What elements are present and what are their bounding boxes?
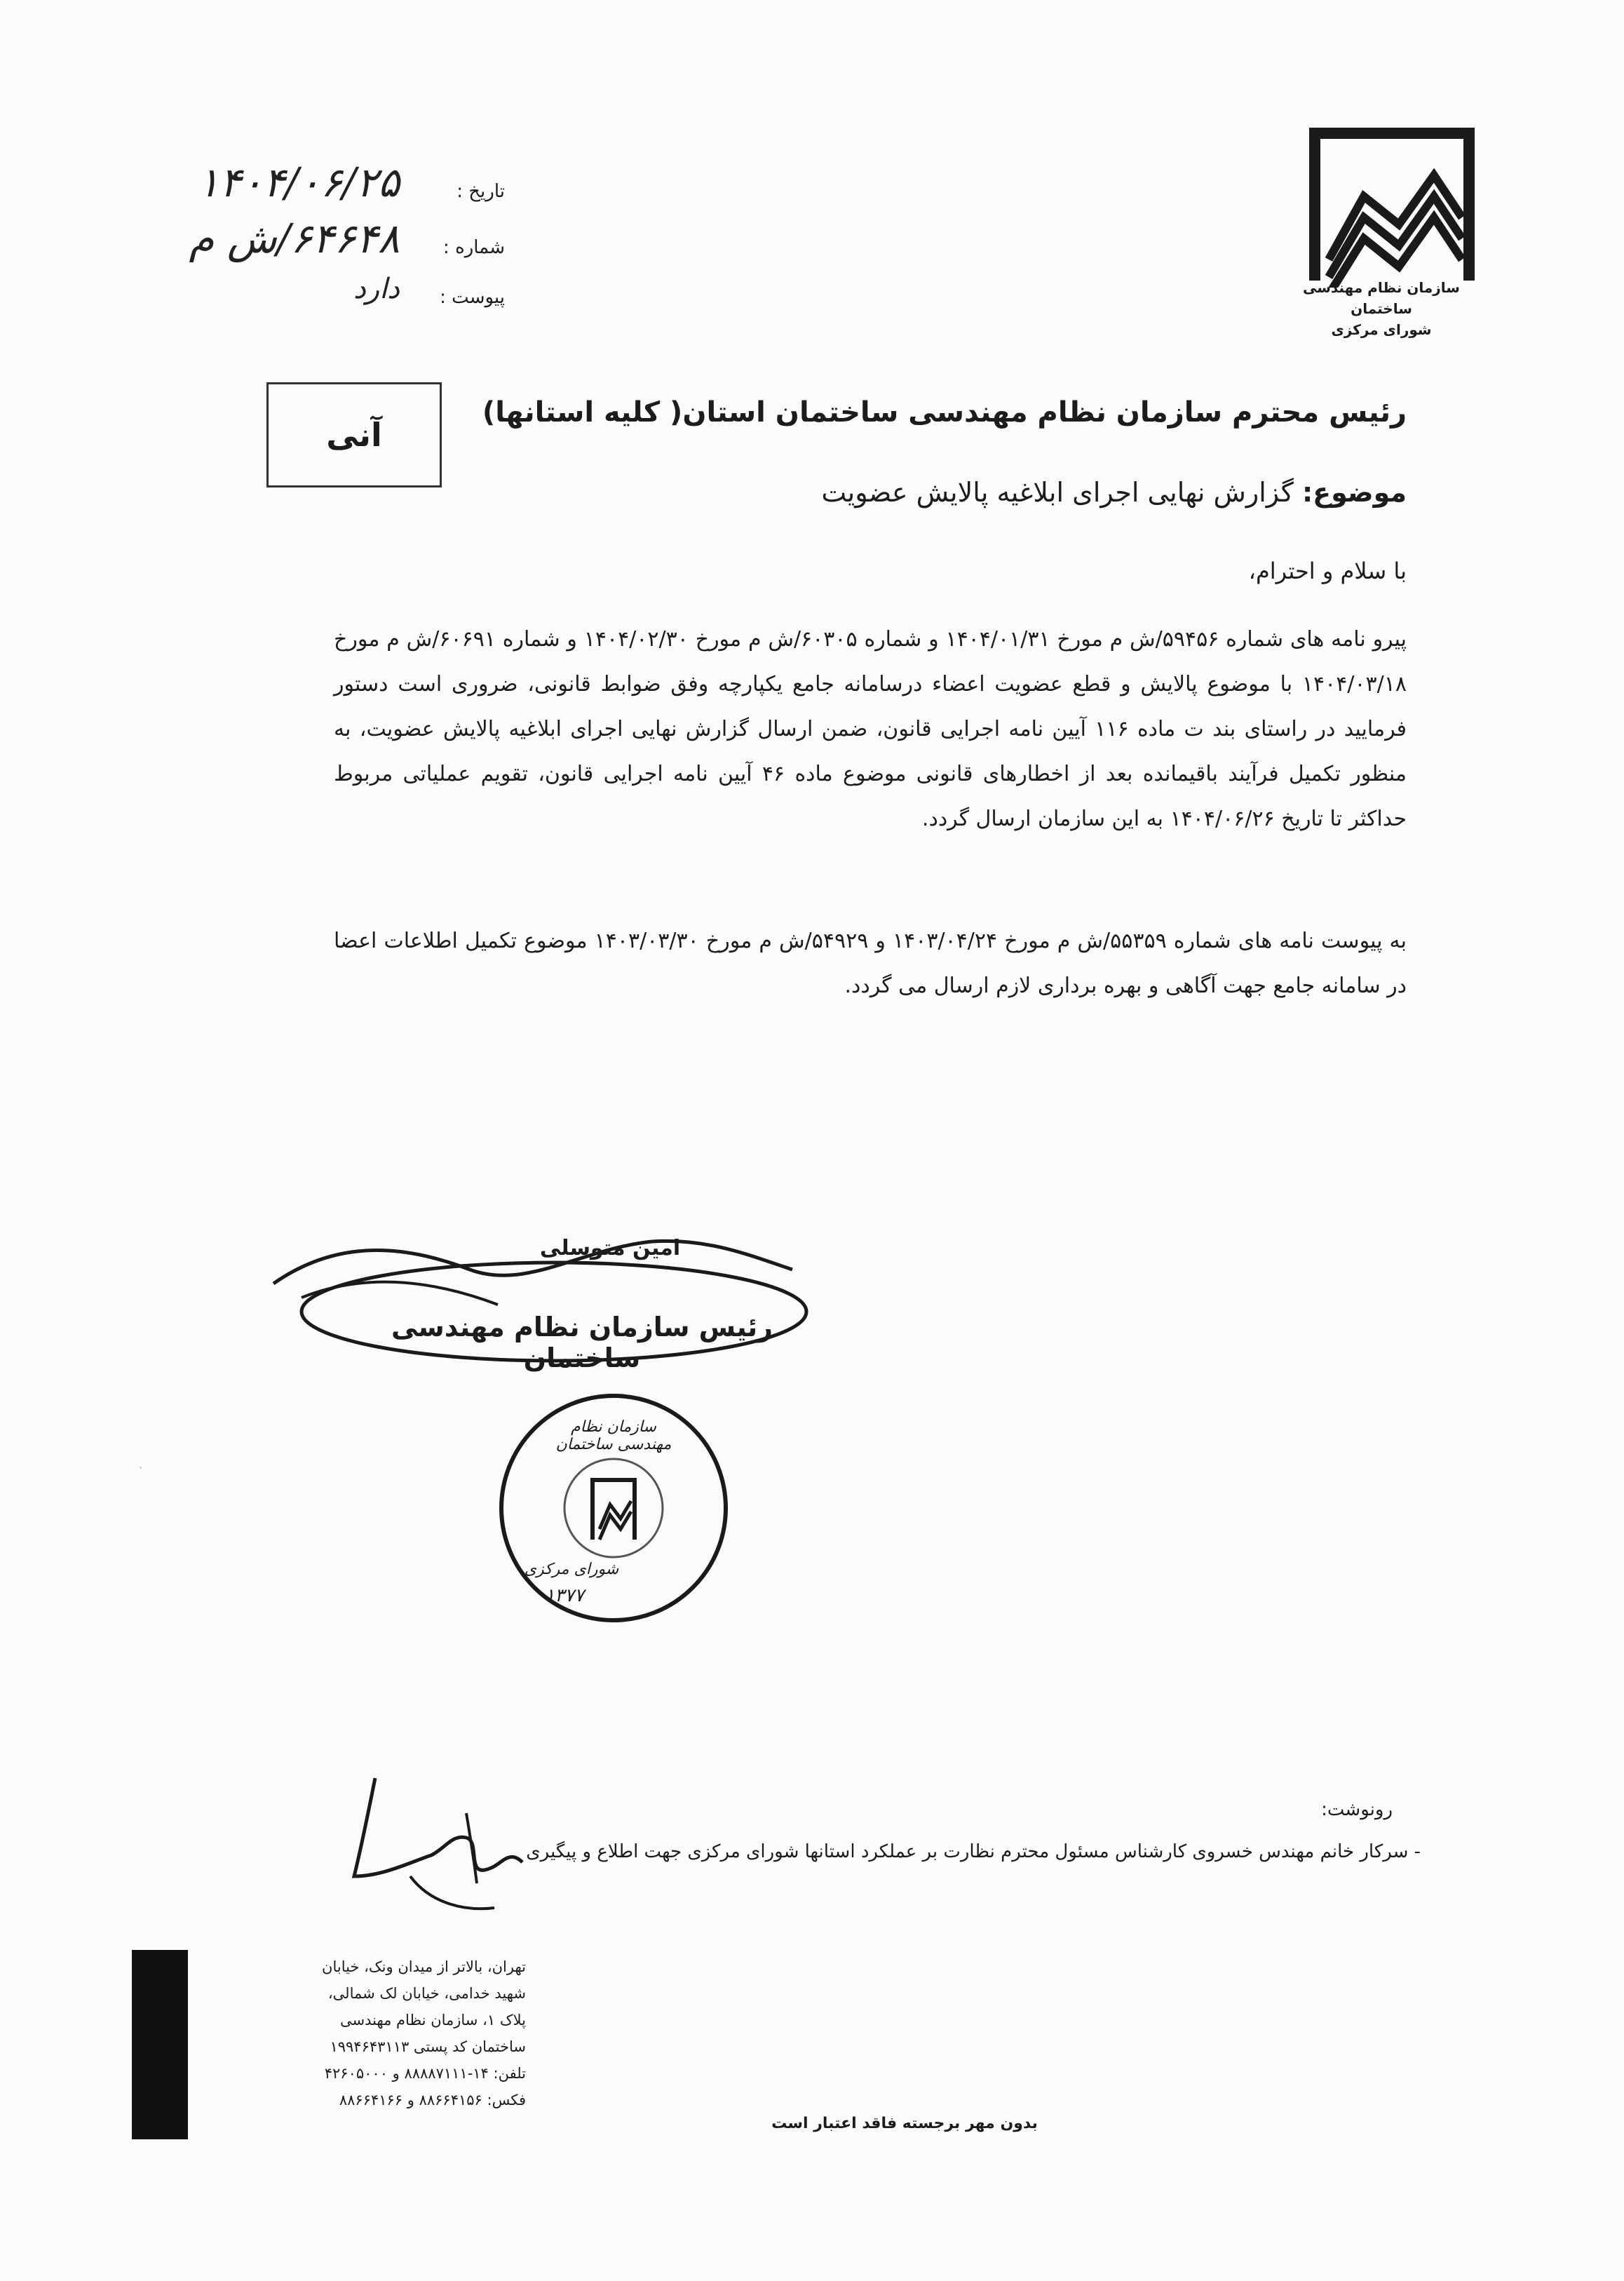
number-label: شماره : [443,237,505,258]
body-paragraph-1: پیرو نامه های شماره ۵۹۴۵۶/ش م مورخ ۱۴۰۴/۰۱/۳۱ و شماره ۶۰۳۰۵/ش م مورخ ۱۴۰۴/۰۲/۳۰ و شماره ۶۰۶۹۱/ش م مورخ ۱۴۰۴/۰۳/۱۸ با موضوع پالایش و قطع عضویت اعضاء درسامانه جامع یکپارچه وفق ضوابط قانونی، ضروری است دستور فرمایید در راستای بند ت ماده ۱۱۶ آیین نامه اجرایی قانون، ضمن ارسال گزارش نهایی اجرای ابلاغیه پالایش عضویت، به منظور تکمیل فرآیند باقیمانده بعد از اخطارهای قانونی موضوع ماده ۴۶ آیین نامه اجرایی قانون، تقویم عملیاتی مربوط حداکثر تا تاریخ ۱۴۰۴/۰۶/۲۶ به این سازمان ارسال گردد. [334,627,1407,831]
org-council: شورای مرکزی [1331,321,1432,338]
seal-year: ۱۳۷۷ [545,1585,584,1606]
number-value: ۶۴۶۴۸/ش م [189,215,400,262]
attachment-value: دارد [353,273,400,305]
cc-line: - سرکار خانم مهندس خسروی کارشناس مسئول محترم نظارت بر عملکرد استانها شورای مرکزی جهت اطلاع و پیگیری [526,1841,1421,1862]
address-line: شهید خدامی، خیابان لک شمالی، [327,1985,526,2002]
recipient-line: رئیس محترم سازمان نظام مهندسی ساختمان استان( کلیه استانها) [482,396,1407,429]
cc-title: رونوشت: [1321,1799,1393,1820]
body-paragraph-2: به پیوست نامه های شماره ۵۵۳۵۹/ش م مورخ ۱۴۰۳/۰۴/۲۴ و ۵۴۹۲۹/ش م مورخ ۱۴۰۳/۰۳/۳۰ موضوع تکمیل اطلاعات اعضا در سامانه جامع جهت آگاهی و بهره برداری لازم ارسال می گردد. [334,929,1407,998]
address-line: فکس: ۸۸۶۶۴۱۵۶ و ۸۸۶۶۴۱۶۶ [339,2092,526,2108]
footer-address [210,1953,526,2113]
date-label: تاریخ : [456,181,505,202]
signatory-title: رئیس سازمان نظام مهندسی ساختمان [391,1312,773,1373]
initials-signature [326,1771,529,1925]
date-row [112,159,505,208]
footer-validity-note: بدون مهر برجسته فاقد اعتبار است [771,2115,1038,2132]
number-row [105,215,505,264]
margin-watermark [126,1466,154,1901]
subject-label: موضوع: [1301,477,1407,508]
greeting: با سلام و احترام، [1248,558,1407,584]
org-logo-caption [1276,277,1487,340]
address-line: تلفن: ۱۴-۸۸۸۸۷۱۱۱ و ۴۲۶۰۵۰۰۰ [324,2065,526,2082]
urgency-box: آنی [266,382,442,487]
attachment-label: پیوست : [440,287,505,308]
seal-subtext: شورای مرکزی [524,1561,619,1578]
address-line: تهران، بالاتر از میدان ونک، خیابان [322,1958,526,1975]
address-line: ساختمان کد پستی ۱۹۹۴۶۴۳۱۱۳ [330,2038,526,2055]
official-seal [494,1389,733,1627]
signatory-name: امین متوسلی [539,1236,681,1260]
address-line: پلاک ۱، سازمان نظام مهندسی [339,2012,526,2028]
subject-line [821,477,1407,508]
attachment-row [210,273,505,316]
subject-text: گزارش نهایی اجرای ابلاغیه پالایش عضویت [821,477,1294,508]
margin-watermark-text: · [134,1466,147,1470]
seal-text: سازمان نظام مهندسی ساختمان [555,1418,672,1453]
footer-black-bar [132,1950,188,2139]
org-name: سازمان نظام مهندسی ساختمان [1303,279,1460,317]
date-value: ۱۴۰۴/۰۶/۲۵ [197,159,400,206]
